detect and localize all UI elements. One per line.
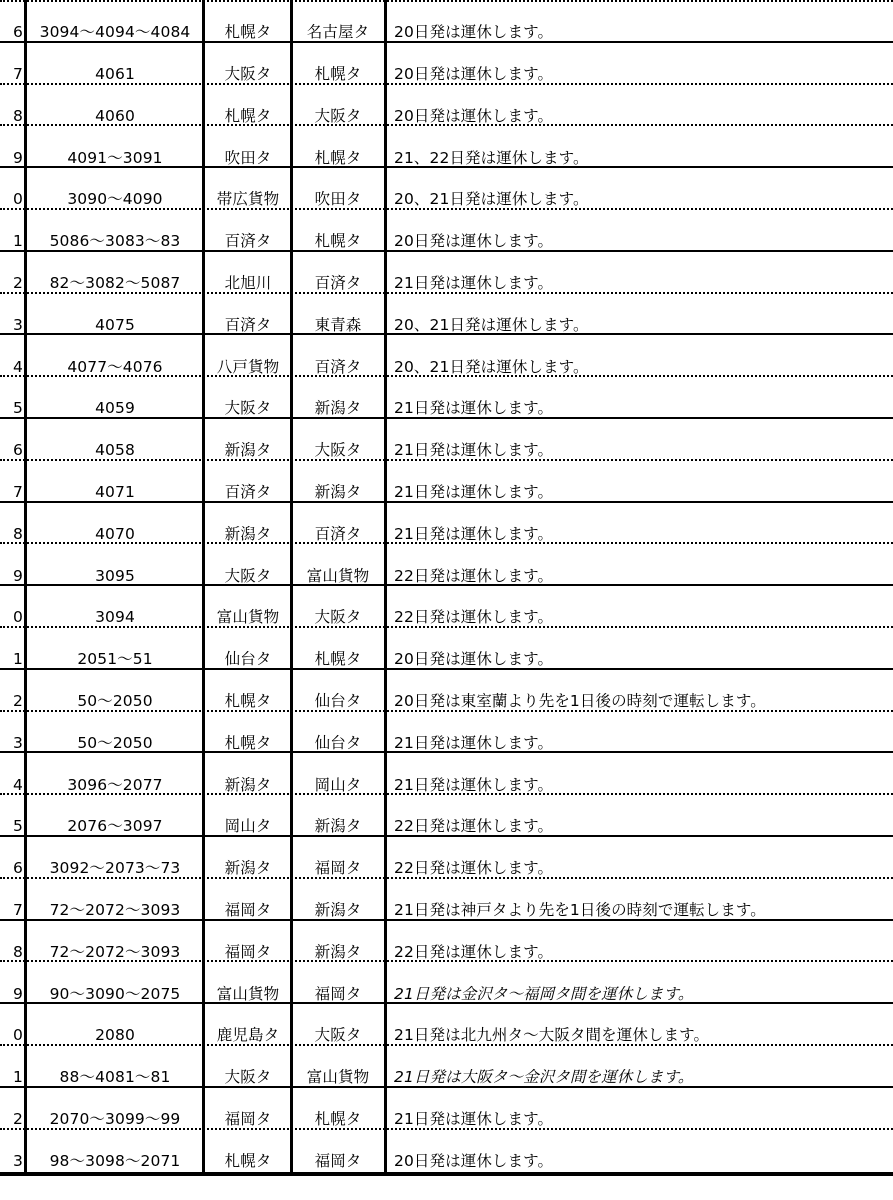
- row-separator: [0, 1128, 893, 1130]
- destination-cell: 大阪タ: [314, 608, 362, 627]
- row-number-cell: 7: [13, 901, 23, 920]
- table-row: [0, 502, 893, 544]
- train-number-cell: 50～2050: [77, 692, 153, 711]
- origin-cell: 岡山タ: [224, 817, 272, 836]
- origin-cell: 富山貨物: [216, 984, 280, 1003]
- train-number-cell: 2051～51: [77, 650, 153, 669]
- table-row: [0, 376, 893, 418]
- origin-cell: 札幌タ: [224, 733, 272, 752]
- train-number-cell: 50～2050: [77, 733, 153, 752]
- destination-cell: 札幌タ: [314, 232, 362, 251]
- table-row: [0, 669, 893, 711]
- row-separator: [0, 166, 893, 168]
- row-separator: [0, 919, 893, 921]
- destination-cell: 仙台タ: [314, 692, 362, 711]
- table-row: [0, 125, 893, 167]
- destination-cell: 大阪タ: [314, 1026, 362, 1045]
- train-number-cell: 2076～3097: [67, 817, 163, 836]
- row-number-cell: 6: [13, 859, 23, 878]
- row-number-cell: 1: [13, 650, 23, 669]
- origin-cell: 新潟タ: [224, 775, 272, 794]
- row-number-cell: 8: [13, 106, 23, 125]
- destination-cell: 新潟タ: [314, 901, 362, 920]
- origin-cell: 富山貨物: [216, 608, 280, 627]
- origin-cell: 大阪タ: [224, 566, 272, 585]
- note-cell: 20日発は運休します。: [394, 232, 554, 251]
- row-separator: [0, 1002, 893, 1004]
- note-cell: 20、21日発は運休します。: [394, 357, 589, 376]
- table-row: [0, 418, 893, 460]
- origin-cell: 百済タ: [224, 232, 272, 251]
- table-row: [0, 627, 893, 669]
- train-number-cell: 4071: [95, 483, 135, 502]
- note-cell: 21日発は運休します。: [394, 441, 554, 460]
- row-separator: [0, 1086, 893, 1088]
- destination-cell: 新潟タ: [314, 483, 362, 502]
- origin-cell: 福岡タ: [224, 1110, 272, 1129]
- row-separator: [0, 292, 893, 294]
- train-number-cell: 72～2072～3093: [49, 901, 181, 920]
- table-row: [0, 836, 893, 878]
- row-number-cell: 9: [13, 566, 23, 585]
- table-row: [0, 543, 893, 585]
- note-cell: 22日発は運休します。: [394, 566, 554, 585]
- note-cell: 21日発は運休します。: [394, 524, 554, 543]
- row-number-cell: 3: [13, 733, 23, 752]
- row-separator: [0, 542, 893, 544]
- row-number-cell: 1: [13, 1068, 23, 1087]
- row-number-cell: 0: [13, 1026, 23, 1045]
- destination-cell: 札幌タ: [314, 65, 362, 84]
- table-row: [0, 293, 893, 335]
- table-row: [0, 878, 893, 920]
- table-row: [0, 460, 893, 502]
- row-number-cell: 6: [13, 441, 23, 460]
- note-cell: 21日発は運休します。: [394, 274, 554, 293]
- table-row: [0, 711, 893, 753]
- table-row: [0, 1003, 893, 1045]
- train-number-cell: 82～3082～5087: [49, 274, 181, 293]
- note-cell: 20、21日発は運休します。: [394, 315, 589, 334]
- destination-cell: 百済タ: [314, 357, 362, 376]
- origin-cell: 大阪タ: [224, 1068, 272, 1087]
- row-separator: [0, 501, 893, 503]
- table-row: [0, 167, 893, 209]
- row-separator: [0, 459, 893, 461]
- destination-cell: 大阪タ: [314, 106, 362, 125]
- train-number-cell: 2080: [95, 1026, 135, 1045]
- note-cell: 21日発は運休します。: [394, 399, 554, 418]
- top-rule: [0, 0, 893, 2]
- destination-cell: 札幌タ: [314, 1110, 362, 1129]
- row-separator: [0, 41, 893, 43]
- note-cell: 21日発は運休します。: [394, 775, 554, 794]
- note-cell: 22日発は運休します。: [394, 942, 554, 961]
- destination-cell: 富山貨物: [306, 566, 370, 585]
- table-row: [0, 42, 893, 84]
- note-cell: 20日発は運休します。: [394, 1151, 554, 1170]
- row-number-cell: 0: [13, 608, 23, 627]
- row-separator: [0, 751, 893, 753]
- row-number-cell: 2: [13, 1110, 23, 1129]
- row-separator: [0, 626, 893, 628]
- train-number-cell: 3090～4090: [67, 190, 163, 209]
- table-row: [0, 1087, 893, 1129]
- destination-cell: 岡山タ: [314, 775, 362, 794]
- origin-cell: 札幌タ: [224, 106, 272, 125]
- column-rule: [24, 0, 27, 1174]
- table-row: [0, 251, 893, 293]
- train-number-cell: 3094～4094～4084: [39, 23, 191, 42]
- note-cell: 20日発は運休します。: [394, 650, 554, 669]
- origin-cell: 仙台タ: [224, 650, 272, 669]
- origin-cell: 新潟タ: [224, 524, 272, 543]
- row-separator: [0, 333, 893, 335]
- destination-cell: 吹田タ: [314, 190, 362, 209]
- row-number-cell: 1: [13, 232, 23, 251]
- row-separator: [0, 960, 893, 962]
- train-number-cell: 4058: [95, 441, 135, 460]
- train-number-cell: 88～4081～81: [59, 1068, 171, 1087]
- row-number-cell: 8: [13, 942, 23, 961]
- origin-cell: 百済タ: [224, 315, 272, 334]
- origin-cell: 札幌タ: [224, 1151, 272, 1170]
- row-separator: [0, 250, 893, 252]
- origin-cell: 大阪タ: [224, 65, 272, 84]
- destination-cell: 百済タ: [314, 274, 362, 293]
- origin-cell: 福岡タ: [224, 942, 272, 961]
- row-separator: [0, 83, 893, 85]
- origin-cell: 帯広貨物: [216, 190, 280, 209]
- train-number-cell: 3095: [95, 566, 135, 585]
- destination-cell: 百済タ: [314, 524, 362, 543]
- row-number-cell: 5: [13, 817, 23, 836]
- train-number-cell: 4070: [95, 524, 135, 543]
- note-cell: 21日発は神戸タより先を1日後の時刻で運転します。: [394, 901, 766, 920]
- origin-cell: 新潟タ: [224, 441, 272, 460]
- row-number-cell: 4: [13, 357, 23, 376]
- train-number-cell: 90～3090～2075: [49, 984, 181, 1003]
- destination-cell: 札幌タ: [314, 650, 362, 669]
- train-number-cell: 4091～3091: [67, 148, 163, 167]
- row-number-cell: 3: [13, 1151, 23, 1170]
- note-cell: 21、22日発は運休します。: [394, 148, 589, 167]
- note-cell: 22日発は運休します。: [394, 817, 554, 836]
- row-number-cell: 8: [13, 524, 23, 543]
- note-cell: 20日発は運休します。: [394, 23, 554, 42]
- row-number-cell: 7: [13, 483, 23, 502]
- row-separator: [0, 208, 893, 210]
- column-rule: [290, 0, 293, 1174]
- train-number-cell: 5086～3083～83: [49, 232, 181, 251]
- train-number-cell: 3096～2077: [67, 775, 163, 794]
- train-number-cell: 4059: [95, 399, 135, 418]
- origin-cell: 吹田タ: [224, 148, 272, 167]
- table-row: [0, 84, 893, 126]
- origin-cell: 新潟タ: [224, 859, 272, 878]
- note-cell: 22日発は運休します。: [394, 859, 554, 878]
- row-number-cell: 4: [13, 775, 23, 794]
- table-row: [0, 1129, 893, 1171]
- destination-cell: 仙台タ: [314, 733, 362, 752]
- note-cell: 22日発は運休します。: [394, 608, 554, 627]
- note-cell: 20日発は東室蘭より先を1日後の時刻で運転します。: [394, 692, 766, 711]
- destination-cell: 新潟タ: [314, 942, 362, 961]
- table-row: [0, 794, 893, 836]
- origin-cell: 札幌タ: [224, 23, 272, 42]
- destination-cell: 東青森: [314, 315, 362, 334]
- origin-cell: 八戸貨物: [216, 357, 280, 376]
- bottom-rule: [0, 1172, 893, 1176]
- column-rule: [202, 0, 205, 1174]
- row-separator: [0, 668, 893, 670]
- destination-cell: 新潟タ: [314, 399, 362, 418]
- note-cell: 21日発は北九州タ～大阪タ間を運休します。: [394, 1026, 710, 1045]
- train-number-cell: 4077～4076: [67, 357, 163, 376]
- row-number-cell: 0: [13, 190, 23, 209]
- row-separator: [0, 417, 893, 419]
- note-cell: 21日発は大阪タ～金沢タ間を運休します。: [394, 1068, 694, 1087]
- train-number-cell: 3092～2073～73: [49, 859, 181, 878]
- origin-cell: 大阪タ: [224, 399, 272, 418]
- note-cell: 21日発は運休します。: [394, 483, 554, 502]
- note-cell: 21日発は運休します。: [394, 1110, 554, 1129]
- destination-cell: 新潟タ: [314, 817, 362, 836]
- table-row: [0, 209, 893, 251]
- row-separator: [0, 1044, 893, 1046]
- row-separator: [0, 793, 893, 795]
- table-row: [0, 1045, 893, 1087]
- origin-cell: 福岡タ: [224, 901, 272, 920]
- destination-cell: 福岡タ: [314, 1151, 362, 1170]
- table-row: [0, 961, 893, 1003]
- table-row: [0, 0, 893, 42]
- row-number-cell: 2: [13, 274, 23, 293]
- row-separator: [0, 835, 893, 837]
- origin-cell: 鹿児島タ: [216, 1026, 280, 1045]
- destination-cell: 福岡タ: [314, 984, 362, 1003]
- note-cell: 21日発は運休します。: [394, 733, 554, 752]
- destination-cell: 大阪タ: [314, 441, 362, 460]
- note-cell: 20、21日発は運休します。: [394, 190, 589, 209]
- train-number-cell: 4075: [95, 315, 135, 334]
- train-number-cell: 2070～3099～99: [49, 1110, 181, 1129]
- destination-cell: 名古屋タ: [306, 23, 370, 42]
- row-separator: [0, 584, 893, 586]
- note-cell: 20日発は運休します。: [394, 65, 554, 84]
- row-number-cell: 9: [13, 148, 23, 167]
- train-number-cell: 98～3098～2071: [49, 1151, 181, 1170]
- row-number-cell: 5: [13, 399, 23, 418]
- row-number-cell: 3: [13, 315, 23, 334]
- train-number-cell: 72～2072～3093: [49, 942, 181, 961]
- row-number-cell: 9: [13, 984, 23, 1003]
- row-separator: [0, 710, 893, 712]
- row-number-cell: 7: [13, 65, 23, 84]
- table-row: [0, 920, 893, 962]
- note-cell: 20日発は運休します。: [394, 106, 554, 125]
- destination-cell: 札幌タ: [314, 148, 362, 167]
- origin-cell: 札幌タ: [224, 692, 272, 711]
- row-number-cell: 6: [13, 23, 23, 42]
- row-separator: [0, 877, 893, 879]
- row-separator: [0, 124, 893, 126]
- train-number-cell: 4061: [95, 65, 135, 84]
- destination-cell: 富山貨物: [306, 1068, 370, 1087]
- column-rule: [384, 0, 387, 1174]
- origin-cell: 北旭川: [224, 274, 272, 293]
- note-cell: 21日発は金沢タ～福岡タ間を運休します。: [394, 984, 694, 1003]
- train-number-cell: 4060: [95, 106, 135, 125]
- table-row: [0, 334, 893, 376]
- destination-cell: 福岡タ: [314, 859, 362, 878]
- train-number-cell: 3094: [95, 608, 135, 627]
- origin-cell: 百済タ: [224, 483, 272, 502]
- row-separator: [0, 375, 893, 377]
- table-row: [0, 585, 893, 627]
- table-row: [0, 752, 893, 794]
- row-number-cell: 2: [13, 692, 23, 711]
